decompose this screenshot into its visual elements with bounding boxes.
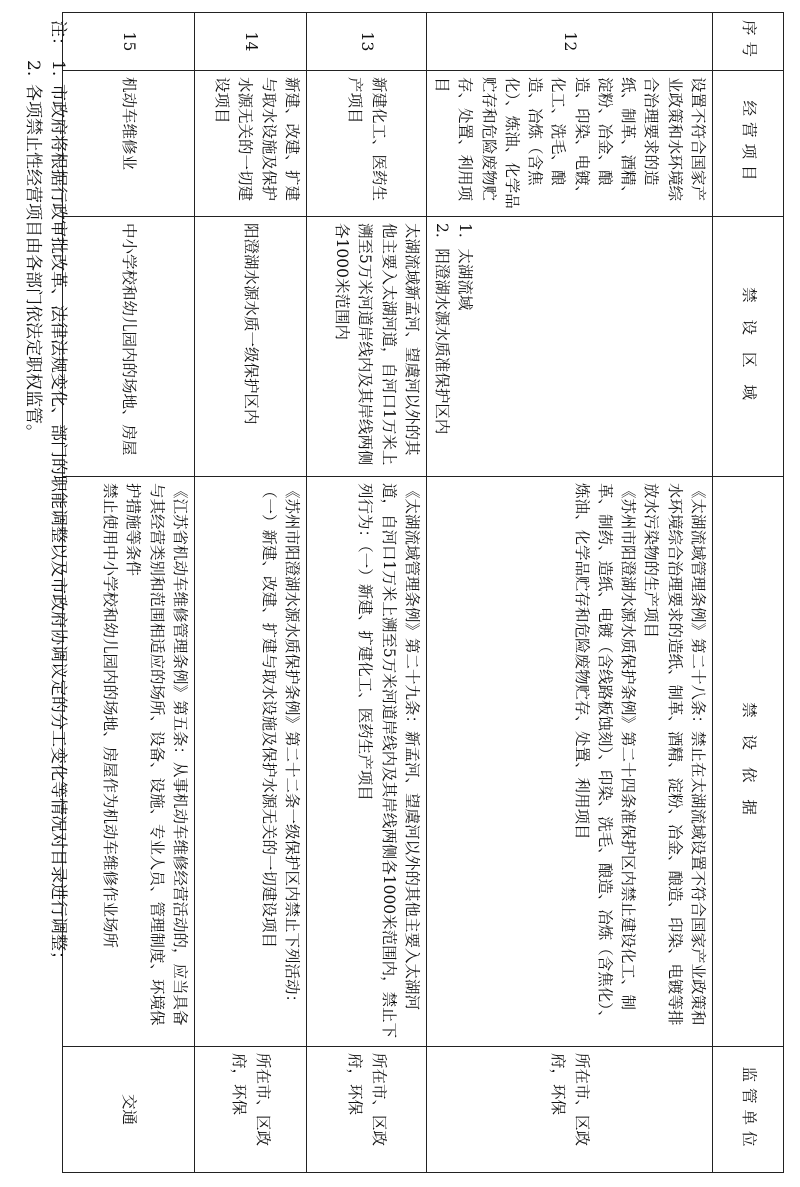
table-row <box>195 13 307 1173</box>
area-line: 2．阳澄湖水源水质准保护区内 <box>433 223 452 435</box>
footnotes <box>21 20 70 1170</box>
row-agency: 所在市、区政府，环保 <box>427 1047 713 1173</box>
row-agency: 所在市、区政府，环保 <box>307 1047 427 1173</box>
row-project: 新建化工、医药生产项目 <box>307 71 427 217</box>
basis-paragraph: 《太湖流域管理条例》第二十八条：禁止在太湖流域设置不符合国家产业政策和水环境综合治理要求的造纸、制革、酒精、淀粉、冶金、酿造、印染、电镀等排放水污染物的生产项目 <box>642 483 707 1026</box>
row-area: 太湖流域新孟河、望虞河以外的其他主要入太湖河道，自河口1万米上溯至5万米河道岸线内及其岸线两侧各1000米范围内 <box>307 217 427 477</box>
header-basis: 禁 设 依 据 <box>713 477 784 1047</box>
basis-paragraph: 禁止使用中小学校和幼儿园内的场地、房屋作为机动车维修作业场所 <box>101 483 120 949</box>
footnote-text: 市政府将根据行政审批改革、法律法规变化、部门的职能调整以及市政府协调议定的分工变化等情况对目录进行调整； <box>48 84 68 968</box>
header-project: 经营项目 <box>713 71 784 217</box>
table-header-row <box>713 13 784 1173</box>
header-no: 序号 <box>713 13 784 71</box>
basis-paragraph: 《江苏省机动车维修管理条例》第五条：从事机动车维修经营活动的，应当具备与其经营类别和范围相适应的场所、设备、设施、专业人员、管理制度、环境保护措施等条件 <box>124 483 189 1026</box>
row-area: 阳澄湖水源水质一级保护区内 <box>195 217 307 477</box>
footnote-item <box>45 20 70 1170</box>
row-area <box>427 217 713 477</box>
header-area: 禁 设 区 域 <box>713 217 784 477</box>
row-agency: 所在市、区政府，环保 <box>195 1047 307 1173</box>
row-number: 13 <box>307 13 427 71</box>
row-basis <box>427 477 713 1047</box>
row-project: 新建、改建、扩建与取水设施及保护水源无关的一切建设项目 <box>195 71 307 217</box>
basis-paragraph: 《太湖流域管理条例》第二十九条：新孟河、望虞河以外的其他主要入太湖河道，自河口1万米上溯至5万米河道岸线内及其岸线两侧各1000米范围内，禁止下列行为：（一）新建、扩建化工、医药生产项目 <box>356 483 421 1039</box>
row-number: 15 <box>63 13 195 71</box>
row-area: 中小学校和幼儿园内的场地、房屋 <box>63 217 195 477</box>
table-row <box>427 13 713 1173</box>
footnote-label: 注： <box>48 20 68 54</box>
table-row <box>307 13 427 1173</box>
row-project: 设置不符合国家产业政策和水环境综合治理要求的造纸、制革、酒精、淀粉、冶金、酿造、印染、电镀、化工、洗毛、酿造、冶炼（含焦化）、炼油、化学品贮存和危险废物贮存、处置、利用项目 <box>427 71 713 217</box>
area-line: 1．太湖流域 <box>456 223 475 311</box>
row-number: 12 <box>427 13 713 71</box>
row-project: 机动车维修业 <box>63 71 195 217</box>
header-agency: 监管单位 <box>713 1047 784 1173</box>
row-agency: 交通 <box>63 1047 195 1173</box>
table-row <box>63 13 195 1173</box>
row-number: 14 <box>195 13 307 71</box>
prohibition-table <box>62 12 784 1173</box>
row-basis <box>63 477 195 1047</box>
row-basis <box>307 477 427 1047</box>
footnote-text: 各项禁止性经营项目由各部门依法定职权监管。 <box>23 84 44 441</box>
footnote-item <box>21 20 46 1170</box>
basis-paragraph: 《苏州市阳澄湖水源水质保护条例》第二十四条准保护区内禁止建设化工、制革、制药、造纸、电镀（含线路板蚀刻）、印染、洗毛、酿造、冶炼（含焦化）、炼油、化学品贮存和危险废物贮存、处置、利用项目 <box>572 483 638 1026</box>
footnote-number: 1. <box>48 60 68 77</box>
basis-paragraph: 《苏州市阳澄湖水源水质保护条例》第二十二条一级保护区内禁止下列活动：（一）新建、改建、扩建与取水设施及保护水源无关的一切建设项目 <box>259 483 301 1011</box>
footnote-number: 2. <box>23 60 44 77</box>
row-basis <box>195 477 307 1047</box>
